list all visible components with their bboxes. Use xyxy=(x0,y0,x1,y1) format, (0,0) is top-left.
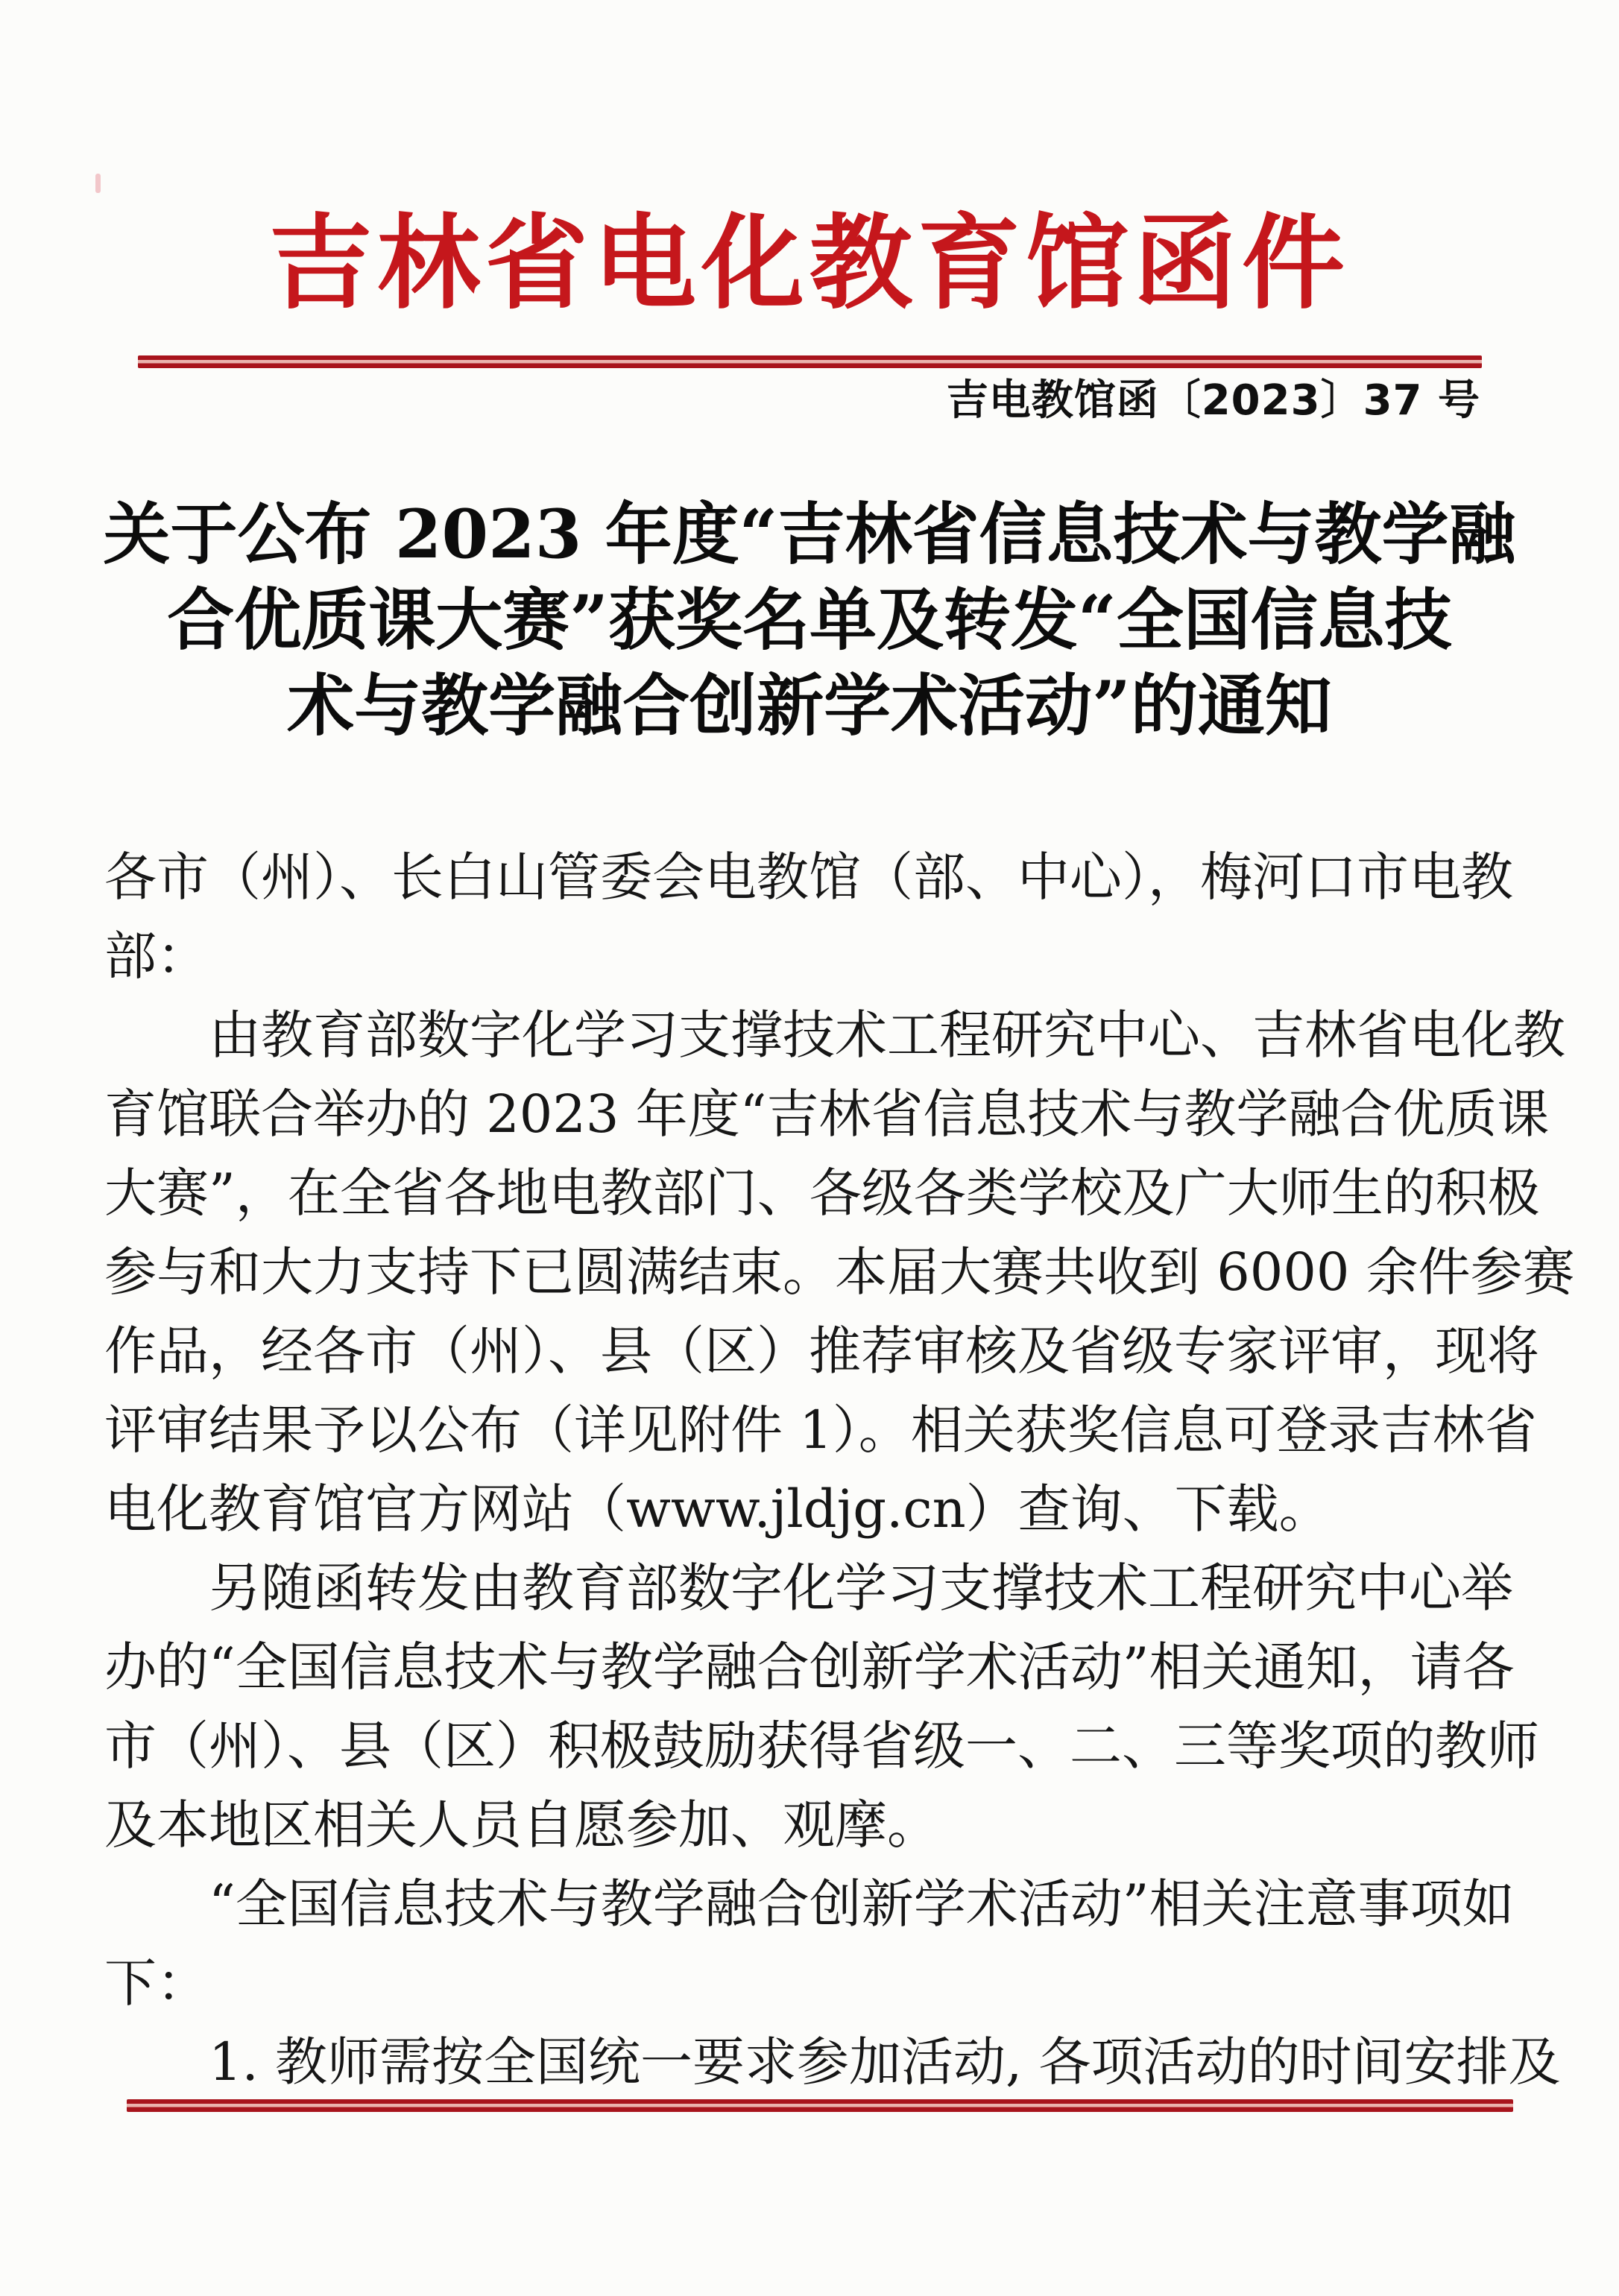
body-text-line: 参与和大力支持下已圆满结束。本届大赛共收到 6000 余件参赛 xyxy=(104,1242,1575,1303)
body-text-line: 各市（州）、长白山管委会电教馆（部、中心），梅河口市电教 xyxy=(104,847,1513,908)
body-text-line: 部： xyxy=(104,926,209,987)
body-text-line: 作品，经各市（州）、县（区）推荐审核及省级专家评审，现将 xyxy=(104,1321,1539,1382)
notice-title-line: 术与教学融合创新学术活动”的通知 xyxy=(287,666,1332,745)
notice-title-line: 关于公布 2023 年度“吉林省信息技术与教学融 xyxy=(103,495,1516,574)
scan-artifact xyxy=(95,174,101,193)
body-text-line: 市（州）、县（区）积极鼓励获得省级一、二、三等奖项的教师 xyxy=(104,1715,1539,1777)
body-text-line: 及本地区相关人员自愿参加、观摩。 xyxy=(104,1794,939,1856)
red-divider-bottom xyxy=(127,2099,1513,2112)
body-text-line: 办的“全国信息技术与教学融合创新学术活动”相关通知，请各 xyxy=(104,1636,1515,1698)
body-text-line: 大赛”，在全省各地电教部门、各级各类学校及广大师生的积极 xyxy=(104,1163,1540,1224)
body-text-line: 下： xyxy=(104,1952,209,2014)
document-number: 吉电教馆函〔2023〕37 号 xyxy=(946,376,1480,425)
letterhead-title: 吉林省电化教育馆函件 xyxy=(268,202,1350,323)
body-text-line: 评审结果予以公布（详见附件 1）。相关获奖信息可登录吉林省 xyxy=(104,1400,1537,1461)
notice-body xyxy=(104,838,1575,2101)
notice-title xyxy=(0,492,1619,749)
body-text-line: 育馆联合举办的 2023 年度“吉林省信息技术与教学融合优质课 xyxy=(104,1084,1550,1145)
notice-title-line: 合优质课大赛”获奖名单及转发“全国信息技 xyxy=(167,581,1452,660)
body-text-line: 另随函转发由教育部数字化学习支撑技术工程研究中心举 xyxy=(209,1557,1513,1619)
body-text-line: 1. 教师需按全国统一要求参加活动, 各项活动的时间安排及 xyxy=(209,2031,1561,2093)
red-divider-top xyxy=(138,355,1482,368)
body-text-line: 电化教育馆官方网站（www.jldjg.cn）查询、下载。 xyxy=(104,1479,1331,1540)
body-text-line: 由教育部数字化学习支撑技术工程研究中心、吉林省电化教 xyxy=(209,1005,1565,1066)
body-text-line: “全国信息技术与教学融合创新学术活动”相关注意事项如 xyxy=(209,1873,1515,1935)
